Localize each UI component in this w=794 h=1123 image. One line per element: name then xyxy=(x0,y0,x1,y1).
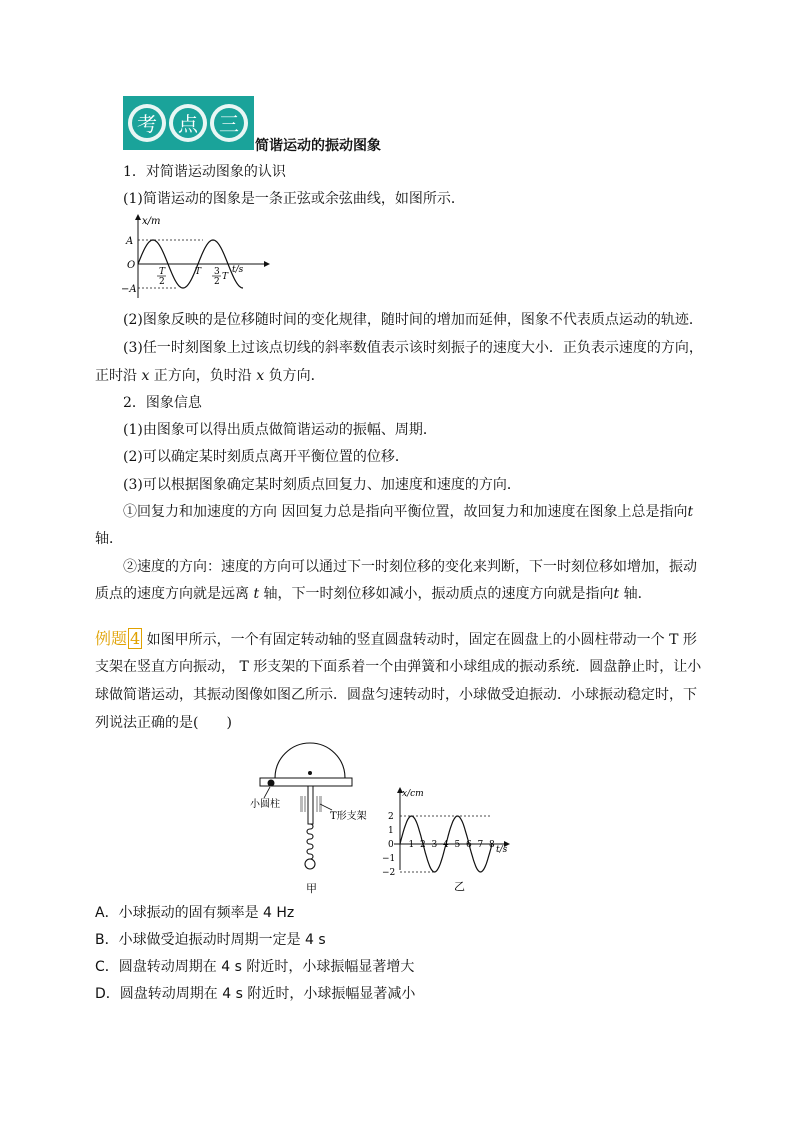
badge-char-3: 三 xyxy=(219,112,239,136)
graph1-ylabel: x/m xyxy=(142,216,161,227)
spring xyxy=(307,824,313,864)
example-line-3: 球做简谐运动，其振动图像如图乙所示．圆盘匀速转动时，小球做受迫振动．小球振动稳定时，下 xyxy=(95,687,697,703)
yi-tick-x-6: 7 xyxy=(477,840,484,850)
graph1-T2-num: T xyxy=(159,267,166,277)
para-2-heading: 2．图象信息 xyxy=(123,395,202,411)
badge-circle-2 xyxy=(169,104,207,142)
yi-tick-y-2: 0 xyxy=(388,840,394,850)
example-line-4: 列说法正确的是( ) xyxy=(95,715,232,731)
para-1-2: (2)图象反映的是位移随时间的变化规律，随时间的增加而延伸，图象不代表质点运动的轨迹． xyxy=(123,312,703,328)
para-2-c1b: 轴． xyxy=(95,531,123,547)
yi-tick-x-3: 4 xyxy=(443,840,449,850)
yi-tick-y-1: 1 xyxy=(388,826,394,836)
badge-circle-1 xyxy=(128,104,166,142)
caption-jia: 甲 xyxy=(306,882,317,895)
graph1-negA: −A xyxy=(121,284,137,295)
para-2-c1a: ①回复力和加速度的方向 因回复力总是指向平衡位置，故回复力和加速度在图象上总是指向t xyxy=(123,504,694,520)
graph1-T2-den: 2 xyxy=(159,277,165,287)
disk-apparatus-figure xyxy=(250,740,390,900)
para-1-1: (1)简谐运动的图象是一条正弦或余弦曲线，如图所示． xyxy=(123,191,465,207)
option-d: D．圆盘转动周期在 4 s 附近时，小球振幅显著减小 xyxy=(95,986,416,1002)
para-1-3a: (3)任一时刻图象上过该点切线的斜率数值表示该时刻振子的速度大小．正负表示速度的方向， xyxy=(123,340,703,356)
badge-circle-3 xyxy=(210,104,248,142)
example-line-2: 支架在竖直方向振动， T 形支架的下面系着一个由弹簧和小球组成的振动系统．圆盘静止时，让小 xyxy=(95,659,702,675)
yi-xlabel: t/s xyxy=(496,845,508,855)
sine-graph-figure xyxy=(118,212,288,302)
label-t-frame: T形支架 xyxy=(330,811,367,822)
graph1-A: A xyxy=(126,236,134,247)
option-c: C．圆盘转动周期在 4 s 附近时，小球振幅显著增大 xyxy=(95,959,415,975)
example-label: 例题 xyxy=(95,629,128,648)
disk-axle xyxy=(308,771,312,775)
para-2-3: (3)可以根据图象确定某时刻质点回复力、加速度和速度的方向． xyxy=(123,477,521,493)
para-2-1: (1)由图象可以得出质点做简谐运动的振幅、周期． xyxy=(123,422,437,438)
vibration-graph-figure xyxy=(378,784,538,896)
section-title: 简谐运动的振动图象 xyxy=(255,138,381,154)
graph1-xlabel: t/s xyxy=(232,265,244,275)
graph1-T: T xyxy=(195,267,202,277)
yi-tick-y-4: −2 xyxy=(382,868,396,878)
option-b: B．小球做受迫振动时周期一定是 4 s xyxy=(95,932,326,948)
badge-char-1: 考 xyxy=(137,112,157,136)
graph1-T32-den: 2 xyxy=(214,277,220,287)
para-2-2: (2)可以确定某时刻质点离开平衡位置的位移． xyxy=(123,449,409,465)
para-1-3b: 正时沿 x 正方向，负时沿 x 负方向． xyxy=(95,368,325,384)
graph1-T32-num: 3 xyxy=(214,267,220,277)
yi-tick-x-0: 1 xyxy=(408,840,415,850)
yi-tick-x-5: 6 xyxy=(466,840,472,850)
badge-char-2: 点 xyxy=(178,112,198,136)
graph1-O: O xyxy=(127,260,136,271)
t-frame-rod xyxy=(308,786,313,824)
section-badge xyxy=(123,96,254,150)
small-cylinder-dot xyxy=(268,780,275,787)
label-small-cylinder: 小圆柱 xyxy=(250,799,280,810)
caption-yi: 乙 xyxy=(454,880,465,893)
yi-tick-x-7: 8 xyxy=(489,840,495,850)
yi-tick-x-2: 3 xyxy=(431,840,438,850)
yi-tick-y-0: 2 xyxy=(388,812,394,822)
para-2-c2a: ②速度的方向：速度的方向可以通过下一时刻位移的变化来判断，下一时刻位移如增加，振动 xyxy=(123,559,697,575)
yi-tick-y-3: −1 xyxy=(382,854,396,864)
yi-ylabel: x/cm xyxy=(402,789,424,799)
example-line-1: 例题 4 如图甲所示，一个有固定转动轴的竖直圆盘转动时，固定在圆盘上的小圆柱带动一个 T 形 xyxy=(95,629,697,648)
option-a: A．小球振动的固有频率是 4 Hz xyxy=(95,905,295,921)
para-1-heading: 1．对简谐运动图象的认识 xyxy=(123,164,286,180)
yi-tick-x-1: 2 xyxy=(420,840,426,850)
example-number: 4 xyxy=(130,629,141,648)
ball xyxy=(305,859,315,869)
yi-tick-x-4: 5 xyxy=(454,840,461,850)
graph1-T32-T: T xyxy=(222,272,229,282)
para-2-c2b: 质点的速度方向就是远离 t 轴，下一时刻位移如减小，振动质点的速度方向就是指向t 轴． xyxy=(95,586,652,602)
guide-left-1 xyxy=(300,796,303,812)
